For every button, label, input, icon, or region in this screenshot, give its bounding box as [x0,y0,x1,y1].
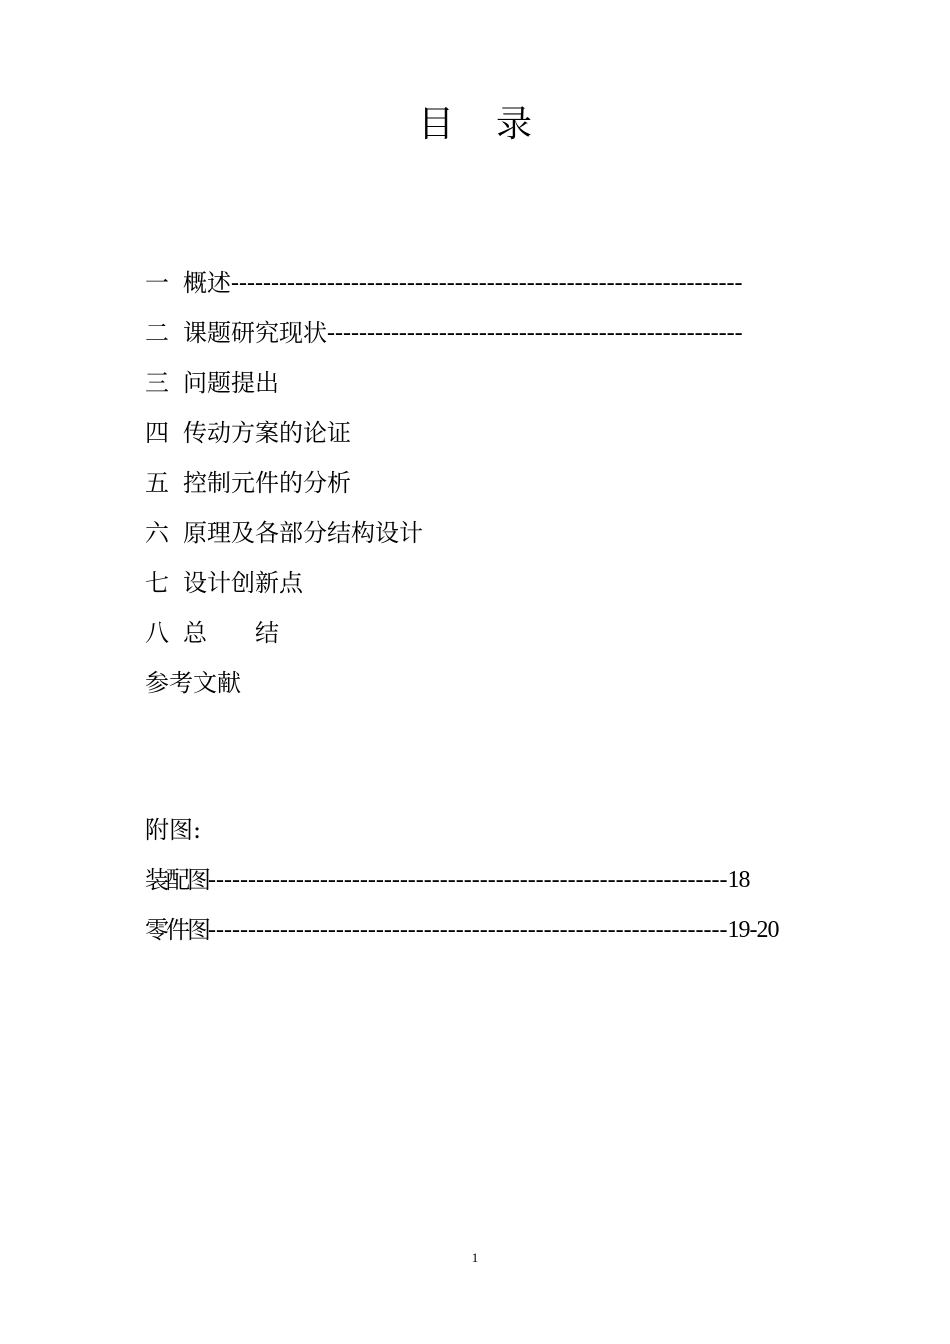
toc-entry-number: 二 [145,319,169,347]
appendix-entry-page: 18 [727,867,750,893]
appendix-entry-parts[interactable] [145,910,805,960]
toc-entry-1[interactable] [145,263,805,313]
toc-entry-number: 八 [145,619,169,647]
appendix-entry-page: 19-20 [727,917,779,943]
appendix-entry-assembly[interactable] [145,860,805,910]
toc-entry-number: 六 [145,519,169,547]
toc-entry-leader: ---------------------------------------------------------------- [231,270,743,296]
toc-entry-title: 原理及各部分结构设计 [183,519,423,547]
page-title: 目录 [417,104,574,145]
toc-entry-title: 概述 [183,269,231,297]
toc-entry-number: 七 [145,569,169,597]
toc-entry-6[interactable] [145,513,805,563]
toc-entry-4[interactable] [145,413,805,463]
toc-entry-5[interactable] [145,463,805,513]
appendix-heading: 附图: [145,816,202,844]
toc-entry-title: 问题提出 [183,369,279,397]
toc-entry-8[interactable] [145,613,805,663]
toc-entry-number: 五 [145,469,169,497]
toc-entry-7[interactable] [145,563,805,613]
toc-entry-title: 控制元件的分析 [183,469,351,497]
toc-entry-title: 设计创新点 [183,569,303,597]
appendix-entry-title: 零件图 [145,916,208,944]
toc-entry-title: 总 结 [183,619,279,647]
appendix-entry-leader: ----------------------------------------------------------------- [208,867,728,893]
toc-entry-number: 四 [145,419,169,447]
table-of-contents [145,263,805,713]
page-number: 1 [471,1250,479,1265]
toc-entry-title: 传动方案的论证 [183,419,351,447]
toc-entry-2[interactable] [145,313,805,363]
appendix-section [145,810,805,960]
appendix-entry-title: 装配图 [145,866,208,894]
toc-entry-title: 课题研究现状 [183,319,327,347]
toc-entry-leader: ---------------------------------------------------- [327,320,743,346]
toc-entry-3[interactable] [145,363,805,413]
appendix-entry-leader: ----------------------------------------------------------------- [208,917,728,943]
toc-entry-title: 参考文献 [145,669,241,697]
toc-entry-number: 一 [145,269,169,297]
toc-entry-number: 三 [145,369,169,397]
toc-entry-9[interactable] [145,663,805,713]
